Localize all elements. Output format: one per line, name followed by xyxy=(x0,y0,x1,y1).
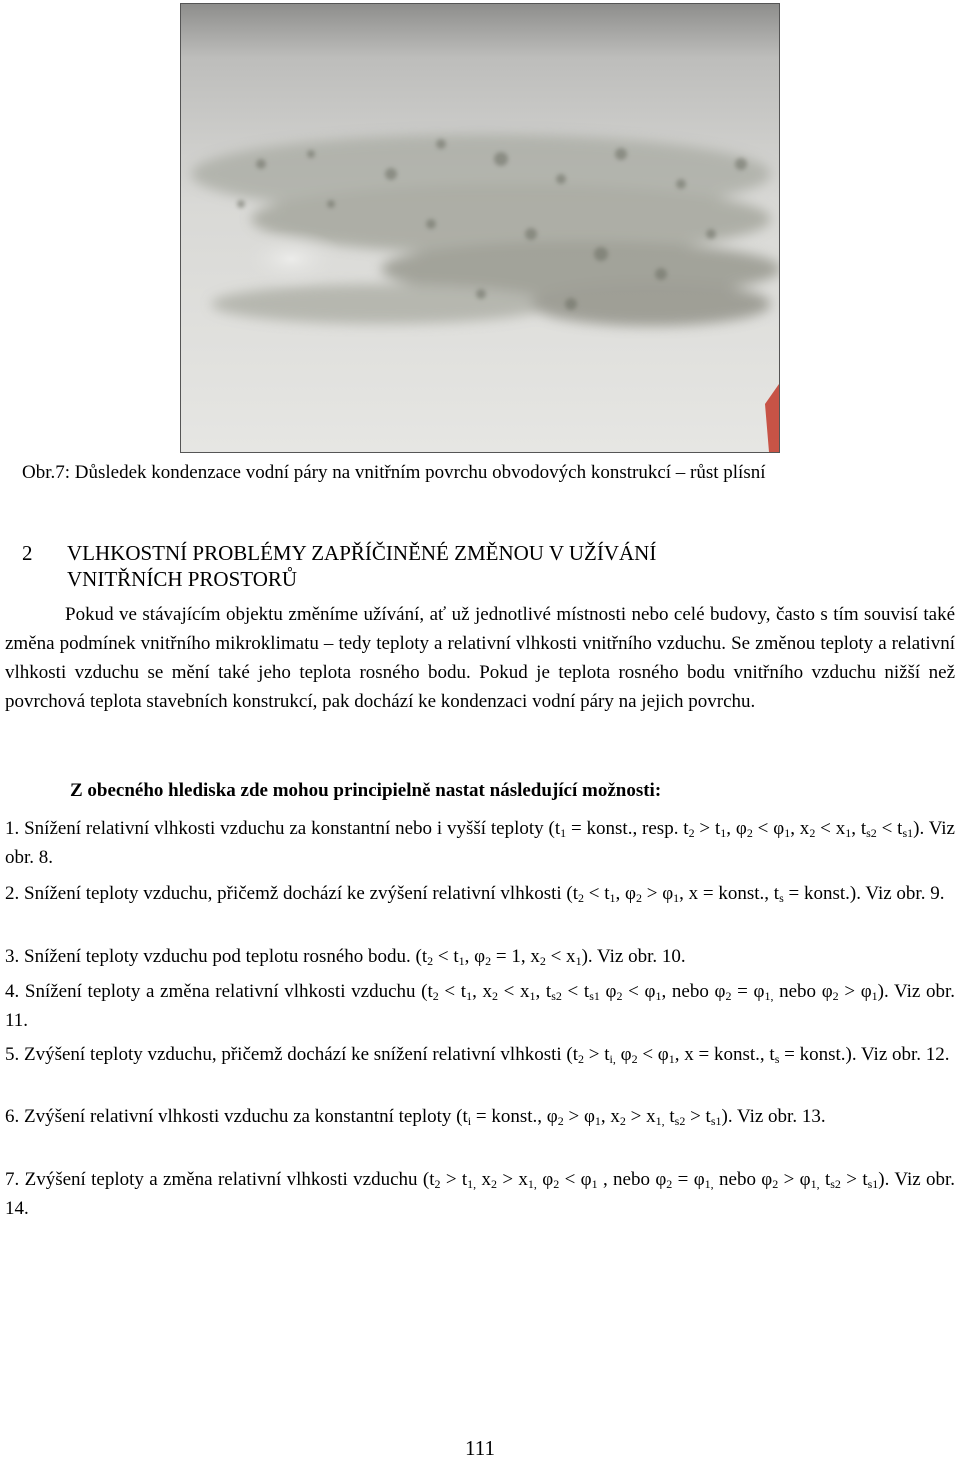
section-heading xyxy=(22,540,942,592)
list-item-5: 5. Zvýšení teploty vzduchu, přičemž dochází ke snížení relativní vlhkosti ($t_2 > t_{i,}$ $\varphi_2 < \varphi_1$, x = konst., $t_s$ = konst.). Viz obr. 12. xyxy=(5,1044,950,1066)
list-item-6: 6. Zvýšení relativní vlhkosti vzduchu za konstantní teploty ($t_i$ = konst., $\varphi_2 > \varphi_1$, $x_2 > x_{1,}$ $t_{s2} > t_{s1}$). Viz obr. 13. xyxy=(5,1106,826,1128)
possibilities-subheading: Z obecného hlediska zde mohou principielně nastat následující možnosti: xyxy=(70,780,662,801)
section-title-line1: VLHKOSTNÍ PROBLÉMY ZAPŘÍČINĚNÉ ZMĚNOU V UŽÍVÁNÍ xyxy=(67,541,657,565)
figure-caption: Obr.7: Důsledek kondenzace vodní páry na vnitřním povrchu obvodových konstrukcí – růst plísní xyxy=(22,462,766,483)
list-item-4: 4. Snížení teploty a změna relativní vlhkosti vzduchu ($t_2 < t_1$, $x_2 < x_1$, $t_{s2} < t_{s1}$ $\varphi_2 < \varphi_1$, nebo $\varphi_2 = \varphi_{1,}$ nebo $\varphi_2 > \varphi_1$). Viz obr. 11. xyxy=(5,981,956,1031)
section-number: 2 xyxy=(22,541,33,565)
page-number: 111 xyxy=(465,1436,495,1460)
section-title-line2: VNITŘNÍCH PROSTORŮ xyxy=(67,567,298,591)
list-item-7: 7. Zvýšení teploty a změna relativní vlhkosti vzduchu ($t_2 > t_{1,}$ $x_2 > x_{1,}$ $\varphi_2 < \varphi_1$ , nebo $\varphi_2 = \varphi_{1,}$ nebo $\varphi_2 > \varphi_{1,}$ $t_{s2} > t_{s1}$). Viz obr. 14. xyxy=(5,1169,956,1219)
list-item-2: 2. Snížení teploty vzduchu, přičemž dochází ke zvýšení relativní vlhkosti ($t_2 < t_1$, $\varphi_2 > \varphi_1$, x = konst., $t_s$ = konst.). Viz obr. 9. xyxy=(5,883,945,905)
intro-paragraph: Pokud ve stávajícím objektu změníme užívání, ať už jednotlivé místnosti nebo celé budovy, často s tím souvisí také změna podmínek vnitřního mikroklimatu – tedy teploty a relativní vlhkosti vnitřního vzduchu. Se změnou teploty a relativní vlhkosti vzduchu se mění také jeho teplota rosného bodu. Pokud je teplota rosného bodu vnitřního vzduchu nižší než povrchová teplota stavebních konstrukcí, pak dochází ke kondenzaci vodní páry na jejich povrchu. xyxy=(5,604,956,712)
list-item-3: 3. Snížení teploty vzduchu pod teplotu rosného bodu. ($t_2 < t_1$, $\varphi_2 = 1$, $x_2 < x_1$). Viz obr. 10. xyxy=(5,946,686,968)
mold-wall-photo xyxy=(180,3,780,453)
list-item-1: 1. Snížení relativní vlhkosti vzduchu za konstantní nebo i vyšší teploty ($t_1$ = konst., resp. $t_2 > t_1$, $\varphi_2 < \varphi_1$, $x_2 < x_1$, $t_{s2} < t_{s1}$). Viz obr. 8. xyxy=(5,818,955,868)
